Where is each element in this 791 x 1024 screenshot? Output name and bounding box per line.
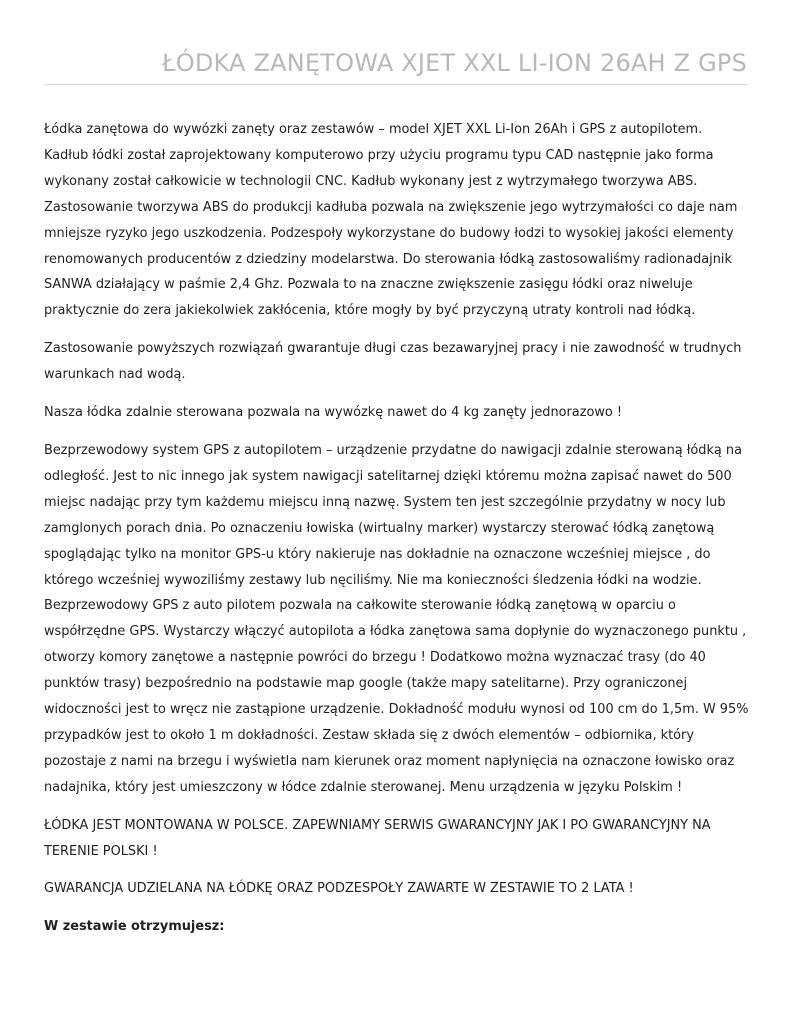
article-body [44,117,749,952]
title-bar [44,46,747,85]
paragraph-service: ŁÓDKA JEST MONTOWANA W POLSCE. ZAPEWNIAMY SERWIS GWARANCYJNY JAK I PO GWARANCYJNY NA TERENIE POLSKI ! [44,817,711,859]
paragraph-warranty: GWARANCJA UDZIELANA NA ŁÓDKĘ ORAZ PODZESPOŁY ZAWARTE W ZESTAWIE TO 2 LATA ! [44,881,634,897]
paragraph-reliability: Zastosowanie powyższych rozwiązań gwarantuje długi czas bezawaryjnej pracy i nie zawodność w trudnych warunkach nad wodą. [44,341,742,383]
paragraph-intro: Łódka zanętowa do wywózki zanęty oraz zestawów – model XJET XXL Li-Ion 26Ah i GPS z autopilotem. Kadłub łódki został zaprojektowany komputerowo przy użyciu programu typu CAD następnie jako forma wykonany został całkowicie w technologii CNC. Kadłub wykonany jest z wytrzymałego tworzywa ABS. Zastosowanie tworzywa ABS do produkcji kadłuba pozwala na zwiększenie jego wytrzymałości co daje nam mniejsze ryzyko jego uszkodzenia. Podzespoły wykorzystane do budowy łodzi to wysokiej jakości elementy renomowanych producentów z dziedziny modelarstwa. Do sterowania łódką zastosowaliśmy radionadajnik SANWA działający w paśmie 2,4 Ghz. Pozwala to na znaczne zwiększenie zasięgu łódki oraz niweluje praktycznie do zera jakiekolwiek zakłócenia, które mogły by być przyczyną utraty kontroli nad łódką. [44,122,738,319]
kit-heading: W zestawie otrzymujesz: [44,919,225,935]
paragraph-capacity: Nasza łódka zdalnie sterowana pozwala na wywózkę nawet do 4 kg zanęty jednorazowo ! [44,405,623,421]
page-title: ŁÓDKA ZANĘTOWA XJET XXL LI-ION 26AH Z GPS [162,49,747,77]
paragraph-gps: Bezprzewodowy system GPS z autopilotem – urządzenie przydatne do nawigacji zdalnie sterowaną łódką na odległość. Jest to nic innego jak system nawigacji satelitarnej dzięki któremu można zapisać nawet do 500 miejsc nadając przy tym każdemu miejscu inną nazwę. System ten jest szczególnie przydatny w nocy lub zamglonych porach dnia. Po oznaczeniu łowiska (wirtualny marker) wystarczy sterować łódką zanętową spoglądając tylko na monitor GPS-u który nakieruje nas dokładnie na oznaczone wcześniej miejsce , do którego wcześniej wywoziliśmy zestawy lub nęciliśmy. Nie ma konieczności śledzenia łódki na wodzie. Bezprzewodowy GPS z auto pilotem pozwala na całkowite sterowanie łódką zanętową w oparciu o współrzędne GPS. Wystarczy włączyć autopilota a łódka zanętowa sama dopłynie do wyznaczonego punktu , otworzy komory zanętowe a następnie powróci do brzegu ! Dodatkowo można wyznaczać trasy (do 40 punktów trasy) bezpośrednio na podstawie map google (także mapy satelitarne). Przy ograniczonej widoczności jest to wręcz nie zastąpione urządzenie. Dokładność modułu wynosi od 100 cm do 1,5m. W 95% przypadków jest to około 1 m dokładności. Zestaw składa się z dwóch elementów – odbiornika, który pozostaje z nami na brzegu i wyświetla nam kierunek oraz moment napłynięcia na oznaczone łowisko oraz nadajnika, który jest umieszczony w łódce zdalnie sterowanej. Menu urządzenia w języku Polskim ! [44,442,749,795]
